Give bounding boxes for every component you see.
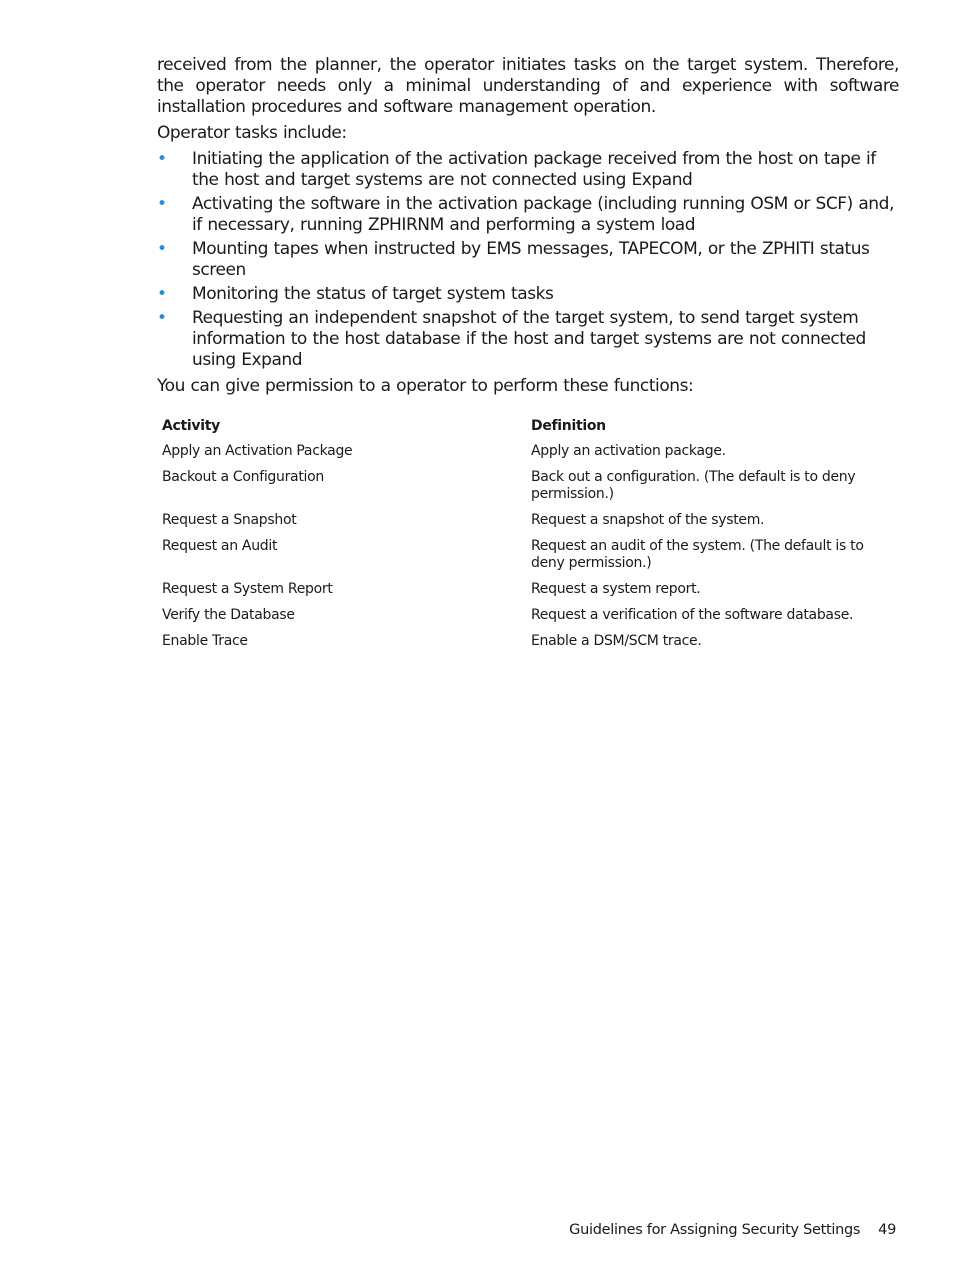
activity-cell: Enable Trace [162,633,248,649]
definition-cell: Apply an activation package. [531,443,726,459]
table-row [157,469,899,512]
table-row [157,607,899,633]
footer-section-title: Guidelines for Assigning Security Settings [569,1222,861,1238]
definition-cell: Back out a configuration. (The default is to deny permission.) [531,469,856,502]
table-row [157,443,899,469]
table-row [157,633,899,659]
page-footer [569,1222,896,1238]
bullet-icon: • [157,194,167,214]
list-item [157,284,899,305]
bullet-icon: • [157,239,167,259]
activity-cell: Request a System Report [162,581,333,597]
list-item [157,239,899,281]
activity-cell: Apply an Activation Package [162,443,353,459]
list-item-text: Initiating the application of the activation package received from the host on tape if the host and target systems are not connected using Expand [192,149,876,190]
activity-cell: Request a Snapshot [162,512,297,528]
permission-intro: You can give permission to a operator to perform these functions: [157,376,694,396]
list-item [157,194,899,236]
activity-cell: Verify the Database [162,607,295,623]
activity-cell: Backout a Configuration [162,469,324,485]
table-row [157,512,899,538]
list-item-text: Monitoring the status of target system tasks [192,284,554,304]
tasks-heading: Operator tasks include: [157,123,347,143]
permission-table [157,418,899,659]
definition-cell: Request an audit of the system. (The default is to deny permission.) [531,538,864,571]
table-row [157,538,899,581]
definition-cell: Enable a DSM/SCM trace. [531,633,702,649]
list-item-text: Activating the software in the activation package (including running OSM or SCF) and, if necessary, running ZPHIRNM and performing a system load [192,194,894,235]
table-row [157,581,899,607]
intro-paragraph: received from the planner, the operator initiates tasks on the target system. Therefore, the operator needs only a minimal understanding of and experience with software installation procedures and software management operation. [157,55,899,117]
definition-cell: Request a verification of the software database. [531,607,854,623]
page-number: 49 [878,1222,896,1238]
definition-cell: Request a snapshot of the system. [531,512,765,528]
bullet-icon: • [157,149,167,169]
page-content [157,55,899,659]
list-item [157,149,899,191]
operator-task-list [157,149,899,371]
bullet-icon: • [157,284,167,304]
table-header-row [157,418,899,443]
list-item [157,308,899,371]
activity-cell: Request an Audit [162,538,278,554]
list-item-text: Requesting an independent snapshot of the target system, to send target system information to the host database if the host and target systems are not connected using Expand [192,308,866,370]
column-header-definition: Definition [531,418,606,434]
column-header-activity: Activity [162,418,220,434]
list-item-text: Mounting tapes when instructed by EMS messages, TAPECOM, or the ZPHITI status screen [192,239,870,280]
definition-cell: Request a system report. [531,581,701,597]
bullet-icon: • [157,308,167,328]
